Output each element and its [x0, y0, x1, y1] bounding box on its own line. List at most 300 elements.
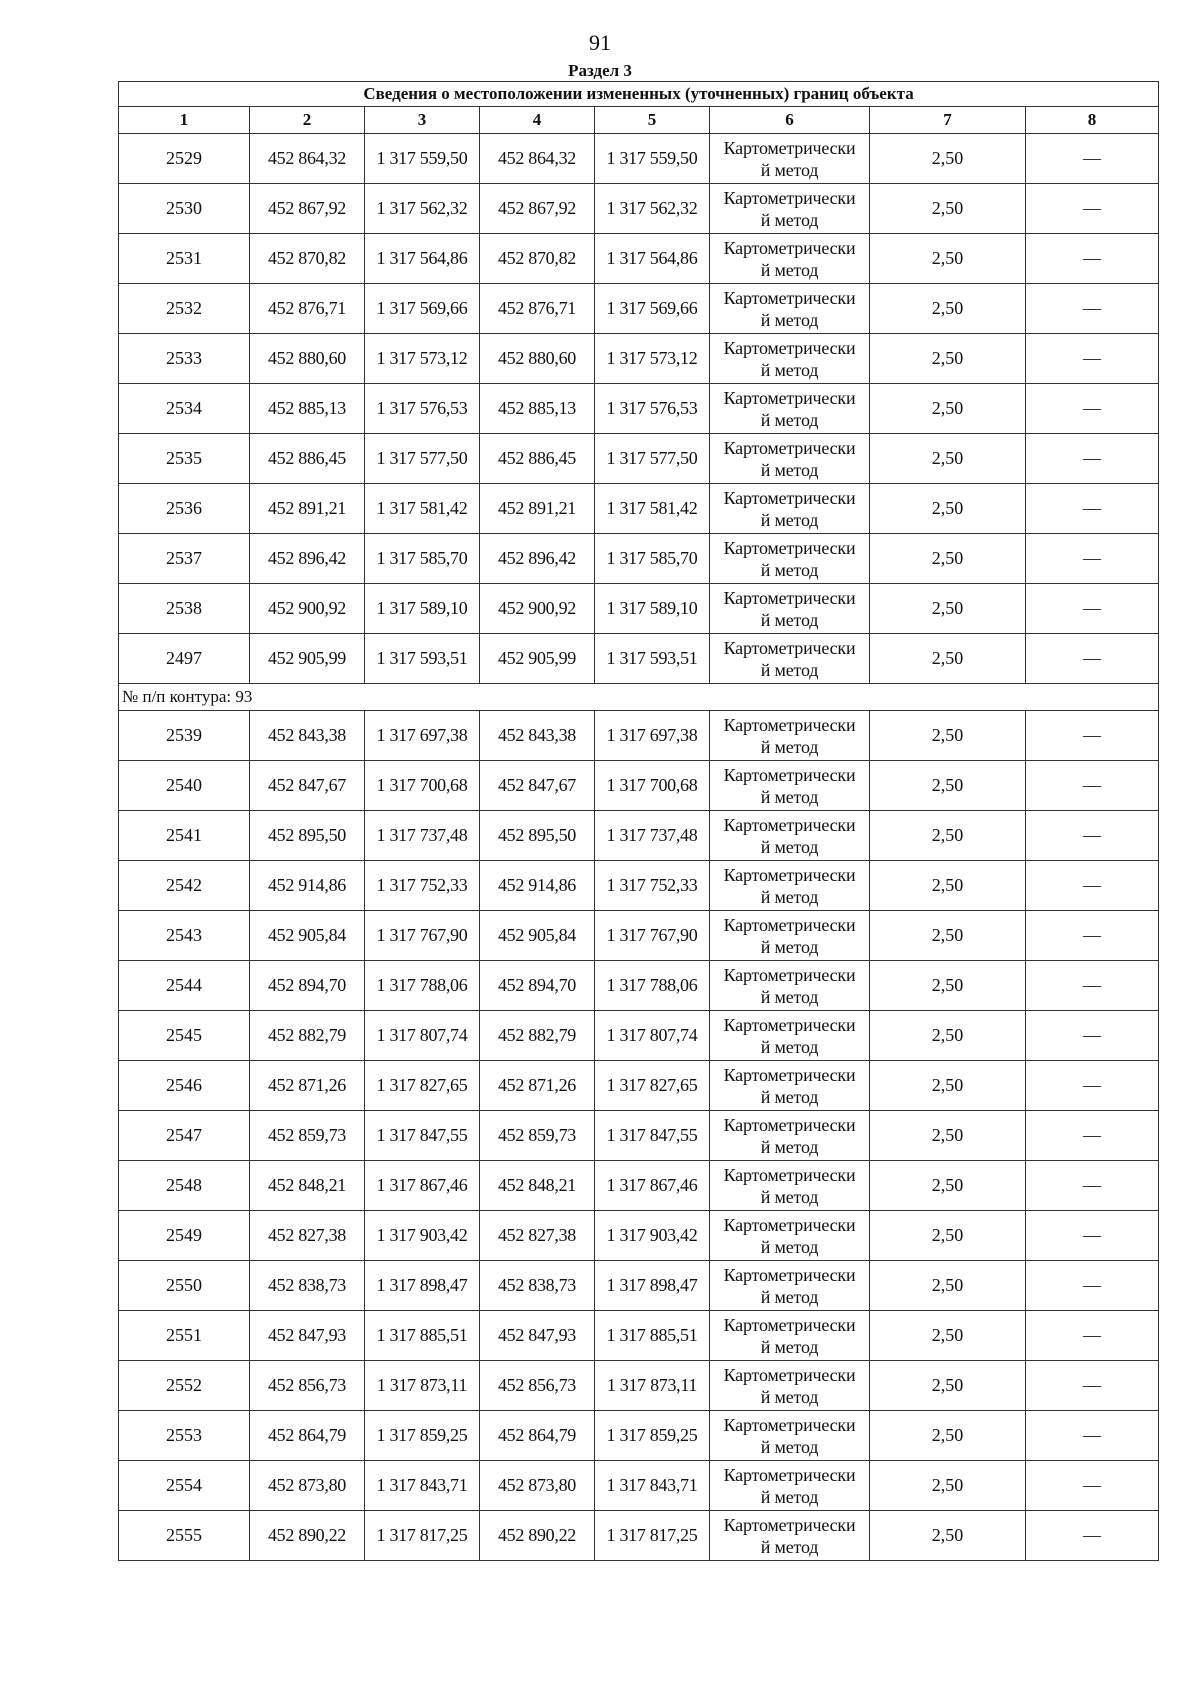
- precision-value: 2,50: [870, 711, 1026, 761]
- point-number: 2539: [119, 711, 250, 761]
- table-row: [119, 1011, 1159, 1061]
- column-number: 6: [710, 107, 870, 134]
- method-line1: Картометрически: [723, 1314, 856, 1335]
- precision-value: 2,50: [870, 484, 1026, 534]
- method-line2: й метод: [760, 309, 819, 330]
- coord-y-existing: 1 317 807,74: [365, 1011, 480, 1061]
- method-cell: [710, 761, 870, 811]
- column-number: 5: [595, 107, 710, 134]
- method-line2: й метод: [760, 409, 819, 430]
- description-dash: —: [1026, 284, 1159, 334]
- method-cell: [710, 1461, 870, 1511]
- table-row: [119, 184, 1159, 234]
- method-line1: Картометрически: [723, 814, 856, 835]
- coord-x-new: 452 847,67: [480, 761, 595, 811]
- coord-y-new: 1 317 752,33: [595, 861, 710, 911]
- coord-y-existing: 1 317 859,25: [365, 1411, 480, 1461]
- method-cell: [710, 284, 870, 334]
- method-line2: й метод: [760, 786, 819, 807]
- description-dash: —: [1026, 1261, 1159, 1311]
- coord-y-new: 1 317 885,51: [595, 1311, 710, 1361]
- method-line1: Картометрически: [723, 237, 856, 258]
- precision-value: 2,50: [870, 184, 1026, 234]
- method-line2: й метод: [760, 986, 819, 1007]
- table-row: [119, 534, 1159, 584]
- point-number: 2535: [119, 434, 250, 484]
- description-dash: —: [1026, 384, 1159, 434]
- method-line1: Картометрически: [723, 914, 856, 935]
- method-cell: [710, 1411, 870, 1461]
- method-line1: Картометрически: [723, 1264, 856, 1285]
- coord-x-existing: 452 885,13: [250, 384, 365, 434]
- column-number: 8: [1026, 107, 1159, 134]
- description-dash: —: [1026, 1061, 1159, 1111]
- method-cell: [710, 811, 870, 861]
- precision-value: 2,50: [870, 134, 1026, 184]
- table-row: [119, 1211, 1159, 1261]
- table-row: [119, 1511, 1159, 1561]
- method-line2: й метод: [760, 1186, 819, 1207]
- method-cell: [710, 1361, 870, 1411]
- description-dash: —: [1026, 234, 1159, 284]
- point-number: 2553: [119, 1411, 250, 1461]
- point-number: 2555: [119, 1511, 250, 1561]
- method-cell: [710, 1261, 870, 1311]
- coord-y-existing: 1 317 898,47: [365, 1261, 480, 1311]
- coord-y-existing: 1 317 737,48: [365, 811, 480, 861]
- coord-x-existing: 452 905,84: [250, 911, 365, 961]
- method-line1: Картометрически: [723, 1464, 856, 1485]
- method-line2: й метод: [760, 259, 819, 280]
- coord-y-new: 1 317 576,53: [595, 384, 710, 434]
- coord-x-existing: 452 894,70: [250, 961, 365, 1011]
- description-dash: —: [1026, 134, 1159, 184]
- coord-y-new: 1 317 807,74: [595, 1011, 710, 1061]
- table-row: [119, 911, 1159, 961]
- coord-y-existing: 1 317 559,50: [365, 134, 480, 184]
- method-line2: й метод: [760, 1136, 819, 1157]
- method-line2: й метод: [760, 1486, 819, 1507]
- method-line2: й метод: [760, 459, 819, 480]
- coord-y-existing: 1 317 562,32: [365, 184, 480, 234]
- method-line1: Картометрически: [723, 437, 856, 458]
- table-row: [119, 484, 1159, 534]
- method-line1: Картометрически: [723, 1014, 856, 1035]
- column-number: 2: [250, 107, 365, 134]
- coord-x-existing: 452 896,42: [250, 534, 365, 584]
- method-line1: Картометрически: [723, 187, 856, 208]
- coord-y-new: 1 317 697,38: [595, 711, 710, 761]
- precision-value: 2,50: [870, 811, 1026, 861]
- point-number: 2544: [119, 961, 250, 1011]
- precision-value: 2,50: [870, 761, 1026, 811]
- method-line1: Картометрически: [723, 964, 856, 985]
- coord-y-new: 1 317 843,71: [595, 1461, 710, 1511]
- column-number: 4: [480, 107, 595, 134]
- coord-x-existing: 452 886,45: [250, 434, 365, 484]
- page-number: 91: [589, 30, 611, 55]
- coord-x-existing: 452 914,86: [250, 861, 365, 911]
- method-cell: [710, 1211, 870, 1261]
- description-dash: —: [1026, 534, 1159, 584]
- method-line2: й метод: [760, 1436, 819, 1457]
- method-line2: й метод: [760, 936, 819, 957]
- coord-x-new: 452 827,38: [480, 1211, 595, 1261]
- description-dash: —: [1026, 584, 1159, 634]
- coord-y-existing: 1 317 847,55: [365, 1111, 480, 1161]
- coord-x-existing: 452 864,32: [250, 134, 365, 184]
- column-number: 1: [119, 107, 250, 134]
- method-line2: й метод: [760, 659, 819, 680]
- description-dash: —: [1026, 961, 1159, 1011]
- method-cell: [710, 861, 870, 911]
- coord-y-existing: 1 317 700,68: [365, 761, 480, 811]
- coord-x-new: 452 890,22: [480, 1511, 595, 1561]
- coord-x-new: 452 900,92: [480, 584, 595, 634]
- table-row: [119, 811, 1159, 861]
- method-cell: [710, 1311, 870, 1361]
- method-line2: й метод: [760, 1286, 819, 1307]
- method-line2: й метод: [760, 736, 819, 757]
- coord-x-existing: 452 871,26: [250, 1061, 365, 1111]
- description-dash: —: [1026, 1211, 1159, 1261]
- coord-y-existing: 1 317 573,12: [365, 334, 480, 384]
- precision-value: 2,50: [870, 384, 1026, 434]
- coord-x-existing: 452 870,82: [250, 234, 365, 284]
- precision-value: 2,50: [870, 1311, 1026, 1361]
- description-dash: —: [1026, 1361, 1159, 1411]
- coord-y-new: 1 317 817,25: [595, 1511, 710, 1561]
- coord-y-new: 1 317 767,90: [595, 911, 710, 961]
- table-row: [119, 1411, 1159, 1461]
- method-line1: Картометрически: [723, 1514, 856, 1535]
- table-row: [119, 584, 1159, 634]
- method-line2: й метод: [760, 1036, 819, 1057]
- method-cell: [710, 1061, 870, 1111]
- description-dash: —: [1026, 184, 1159, 234]
- point-number: 2529: [119, 134, 250, 184]
- table-row: [119, 961, 1159, 1011]
- precision-value: 2,50: [870, 334, 1026, 384]
- method-cell: [710, 484, 870, 534]
- point-number: 2552: [119, 1361, 250, 1411]
- description-dash: —: [1026, 711, 1159, 761]
- description-dash: —: [1026, 434, 1159, 484]
- table-row: [119, 134, 1159, 184]
- point-number: 2547: [119, 1111, 250, 1161]
- boundary-coordinates-table: [118, 81, 1159, 1561]
- coord-x-new: 452 838,73: [480, 1261, 595, 1311]
- description-dash: —: [1026, 334, 1159, 384]
- table-row: [119, 1111, 1159, 1161]
- method-line2: й метод: [760, 1536, 819, 1557]
- coord-x-new: 452 895,50: [480, 811, 595, 861]
- precision-value: 2,50: [870, 434, 1026, 484]
- table-row: [119, 334, 1159, 384]
- contour-row: [119, 684, 1159, 711]
- method-line2: й метод: [760, 209, 819, 230]
- method-cell: [710, 384, 870, 434]
- table-row: [119, 434, 1159, 484]
- point-number: 2545: [119, 1011, 250, 1061]
- description-dash: —: [1026, 1011, 1159, 1061]
- precision-value: 2,50: [870, 861, 1026, 911]
- coord-x-existing: 452 905,99: [250, 634, 365, 684]
- method-cell: [710, 584, 870, 634]
- precision-value: 2,50: [870, 1111, 1026, 1161]
- coord-y-existing: 1 317 752,33: [365, 861, 480, 911]
- point-number: 2536: [119, 484, 250, 534]
- table-row: [119, 284, 1159, 334]
- description-dash: —: [1026, 1111, 1159, 1161]
- description-dash: —: [1026, 1311, 1159, 1361]
- coord-y-existing: 1 317 697,38: [365, 711, 480, 761]
- precision-value: 2,50: [870, 961, 1026, 1011]
- method-line1: Картометрически: [723, 714, 856, 735]
- precision-value: 2,50: [870, 1011, 1026, 1061]
- description-dash: —: [1026, 861, 1159, 911]
- method-cell: [710, 1111, 870, 1161]
- table-row: [119, 1361, 1159, 1411]
- table-row: [119, 861, 1159, 911]
- coord-x-new: 452 896,42: [480, 534, 595, 584]
- method-cell: [710, 961, 870, 1011]
- column-number: 3: [365, 107, 480, 134]
- method-line1: Картометрически: [723, 137, 856, 158]
- method-cell: [710, 711, 870, 761]
- method-line1: Картометрически: [723, 387, 856, 408]
- coord-y-existing: 1 317 593,51: [365, 634, 480, 684]
- table-body: [119, 82, 1159, 1561]
- table-row: [119, 634, 1159, 684]
- precision-value: 2,50: [870, 1411, 1026, 1461]
- coord-y-existing: 1 317 585,70: [365, 534, 480, 584]
- coord-y-new: 1 317 585,70: [595, 534, 710, 584]
- point-number: 2543: [119, 911, 250, 961]
- coord-y-existing: 1 317 569,66: [365, 284, 480, 334]
- method-line1: Картометрически: [723, 487, 856, 508]
- coord-y-existing: 1 317 576,53: [365, 384, 480, 434]
- coord-y-new: 1 317 593,51: [595, 634, 710, 684]
- method-line1: Картометрически: [723, 1214, 856, 1235]
- method-line1: Картометрически: [723, 1414, 856, 1435]
- coord-x-new: 452 886,45: [480, 434, 595, 484]
- description-dash: —: [1026, 1161, 1159, 1211]
- table-caption-row: [119, 82, 1159, 107]
- coord-x-new: 452 864,79: [480, 1411, 595, 1461]
- coord-y-existing: 1 317 564,86: [365, 234, 480, 284]
- precision-value: 2,50: [870, 1461, 1026, 1511]
- method-cell: [710, 234, 870, 284]
- coord-y-existing: 1 317 843,71: [365, 1461, 480, 1511]
- table-row: [119, 384, 1159, 434]
- table-row: [119, 234, 1159, 284]
- method-line2: й метод: [760, 886, 819, 907]
- method-line2: й метод: [760, 1386, 819, 1407]
- coord-y-existing: 1 317 867,46: [365, 1161, 480, 1211]
- precision-value: 2,50: [870, 1061, 1026, 1111]
- precision-value: 2,50: [870, 584, 1026, 634]
- table-row: [119, 761, 1159, 811]
- column-number: 7: [870, 107, 1026, 134]
- coord-x-existing: 452 864,79: [250, 1411, 365, 1461]
- coord-x-new: 452 914,86: [480, 861, 595, 911]
- coord-x-existing: 452 890,22: [250, 1511, 365, 1561]
- point-number: 2551: [119, 1311, 250, 1361]
- point-number: 2554: [119, 1461, 250, 1511]
- precision-value: 2,50: [870, 234, 1026, 284]
- point-number: 2530: [119, 184, 250, 234]
- coord-x-new: 452 873,80: [480, 1461, 595, 1511]
- coord-y-new: 1 317 581,42: [595, 484, 710, 534]
- coord-x-existing: 452 847,93: [250, 1311, 365, 1361]
- point-number: 2541: [119, 811, 250, 861]
- coord-y-new: 1 317 737,48: [595, 811, 710, 861]
- coord-y-new: 1 317 903,42: [595, 1211, 710, 1261]
- coord-x-new: 452 856,73: [480, 1361, 595, 1411]
- description-dash: —: [1026, 1511, 1159, 1561]
- coord-y-new: 1 317 562,32: [595, 184, 710, 234]
- precision-value: 2,50: [870, 534, 1026, 584]
- precision-value: 2,50: [870, 1211, 1026, 1261]
- method-line1: Картометрически: [723, 1364, 856, 1385]
- coord-y-existing: 1 317 885,51: [365, 1311, 480, 1361]
- point-number: 2540: [119, 761, 250, 811]
- coord-x-new: 452 891,21: [480, 484, 595, 534]
- coord-x-new: 452 864,32: [480, 134, 595, 184]
- coord-x-existing: 452 827,38: [250, 1211, 365, 1261]
- coord-x-existing: 452 891,21: [250, 484, 365, 534]
- description-dash: —: [1026, 811, 1159, 861]
- point-number: 2532: [119, 284, 250, 334]
- coord-y-new: 1 317 700,68: [595, 761, 710, 811]
- coord-y-new: 1 317 898,47: [595, 1261, 710, 1311]
- point-number: 2537: [119, 534, 250, 584]
- description-dash: —: [1026, 1411, 1159, 1461]
- method-line1: Картометрически: [723, 637, 856, 658]
- description-dash: —: [1026, 634, 1159, 684]
- coord-x-existing: 452 876,71: [250, 284, 365, 334]
- coord-x-new: 452 880,60: [480, 334, 595, 384]
- method-cell: [710, 1511, 870, 1561]
- coord-y-new: 1 317 859,25: [595, 1411, 710, 1461]
- coord-x-existing: 452 867,92: [250, 184, 365, 234]
- coord-x-new: 452 876,71: [480, 284, 595, 334]
- table-row: [119, 1061, 1159, 1111]
- coord-y-existing: 1 317 581,42: [365, 484, 480, 534]
- description-dash: —: [1026, 911, 1159, 961]
- table-row: [119, 711, 1159, 761]
- method-cell: [710, 434, 870, 484]
- method-line1: Картометрически: [723, 764, 856, 785]
- coord-x-new: 452 867,92: [480, 184, 595, 234]
- coord-x-existing: 452 882,79: [250, 1011, 365, 1061]
- table-row: [119, 1461, 1159, 1511]
- method-cell: [710, 634, 870, 684]
- method-line1: Картометрически: [723, 1064, 856, 1085]
- method-line1: Картометрически: [723, 537, 856, 558]
- precision-value: 2,50: [870, 1261, 1026, 1311]
- table-caption: Сведения о местоположении измененных (уточненных) границ объекта: [119, 82, 1159, 107]
- column-numbers-row: [119, 107, 1159, 134]
- method-line1: Картометрически: [723, 864, 856, 885]
- coord-x-existing: 452 843,38: [250, 711, 365, 761]
- contour-label: № п/п контура: 93: [119, 684, 1159, 711]
- method-cell: [710, 1161, 870, 1211]
- point-number: 2550: [119, 1261, 250, 1311]
- method-line2: й метод: [760, 1336, 819, 1357]
- coord-x-existing: 452 895,50: [250, 811, 365, 861]
- precision-value: 2,50: [870, 634, 1026, 684]
- coord-x-new: 452 885,13: [480, 384, 595, 434]
- point-number: 2497: [119, 634, 250, 684]
- method-line1: Картометрически: [723, 287, 856, 308]
- table-row: [119, 1161, 1159, 1211]
- coord-x-new: 452 847,93: [480, 1311, 595, 1361]
- method-line2: й метод: [760, 359, 819, 380]
- coord-y-new: 1 317 847,55: [595, 1111, 710, 1161]
- coord-y-new: 1 317 577,50: [595, 434, 710, 484]
- method-line2: й метод: [760, 1236, 819, 1257]
- point-number: 2546: [119, 1061, 250, 1111]
- table-row: [119, 1261, 1159, 1311]
- precision-value: 2,50: [870, 284, 1026, 334]
- point-number: 2549: [119, 1211, 250, 1261]
- coord-x-existing: 452 873,80: [250, 1461, 365, 1511]
- coord-y-new: 1 317 569,66: [595, 284, 710, 334]
- coord-y-new: 1 317 867,46: [595, 1161, 710, 1211]
- coord-x-existing: 452 847,67: [250, 761, 365, 811]
- description-dash: —: [1026, 484, 1159, 534]
- method-line2: й метод: [760, 1086, 819, 1107]
- coord-y-new: 1 317 564,86: [595, 234, 710, 284]
- coord-x-new: 452 894,70: [480, 961, 595, 1011]
- coord-x-new: 452 870,82: [480, 234, 595, 284]
- method-line2: й метод: [760, 509, 819, 530]
- table-row: [119, 1311, 1159, 1361]
- point-number: 2531: [119, 234, 250, 284]
- method-line2: й метод: [760, 159, 819, 180]
- coord-y-existing: 1 317 767,90: [365, 911, 480, 961]
- method-cell: [710, 134, 870, 184]
- method-line1: Картометрически: [723, 587, 856, 608]
- point-number: 2542: [119, 861, 250, 911]
- precision-value: 2,50: [870, 1161, 1026, 1211]
- coord-y-existing: 1 317 577,50: [365, 434, 480, 484]
- coord-x-existing: 452 900,92: [250, 584, 365, 634]
- precision-value: 2,50: [870, 1511, 1026, 1561]
- coord-x-existing: 452 880,60: [250, 334, 365, 384]
- coord-x-new: 452 848,21: [480, 1161, 595, 1211]
- coord-x-new: 452 905,84: [480, 911, 595, 961]
- method-line1: Картометрически: [723, 1114, 856, 1135]
- method-cell: [710, 334, 870, 384]
- precision-value: 2,50: [870, 911, 1026, 961]
- coord-x-new: 452 882,79: [480, 1011, 595, 1061]
- section-title: Раздел 3: [568, 61, 632, 80]
- coord-y-existing: 1 317 873,11: [365, 1361, 480, 1411]
- coord-y-existing: 1 317 903,42: [365, 1211, 480, 1261]
- method-line1: Картометрически: [723, 337, 856, 358]
- method-cell: [710, 911, 870, 961]
- description-dash: —: [1026, 761, 1159, 811]
- precision-value: 2,50: [870, 1361, 1026, 1411]
- coord-x-existing: 452 859,73: [250, 1111, 365, 1161]
- method-cell: [710, 184, 870, 234]
- point-number: 2548: [119, 1161, 250, 1211]
- coord-y-new: 1 317 873,11: [595, 1361, 710, 1411]
- coord-y-new: 1 317 573,12: [595, 334, 710, 384]
